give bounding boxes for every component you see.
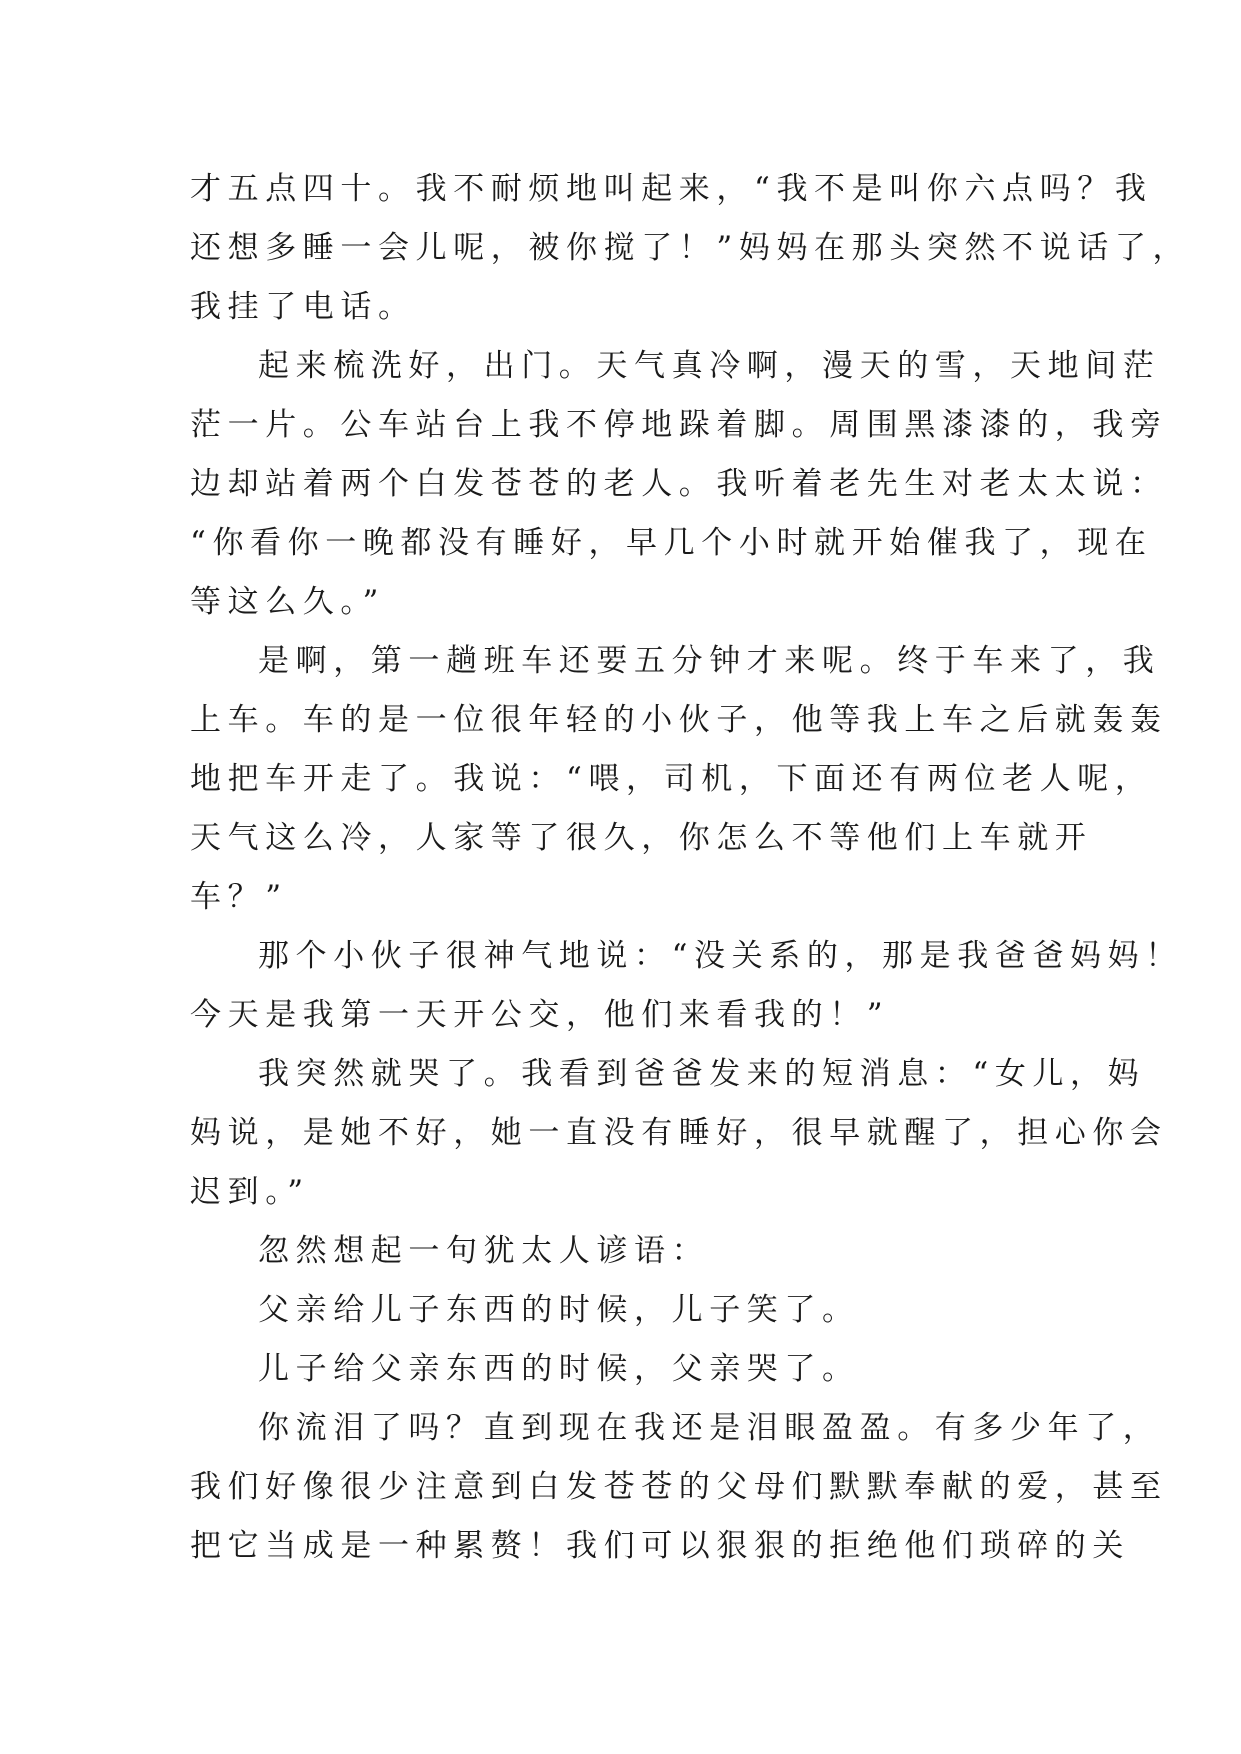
article-body bbox=[190, 160, 1191, 1576]
text-line: 边却站着两个白发苍苍的老人。我听着老先生对老太太说： bbox=[190, 466, 1168, 502]
text-line: 还想多睡一会儿呢，被你搅了！”妈妈在那头突然不说话了， bbox=[190, 230, 1191, 266]
text-line: 我挂了电话。 bbox=[190, 289, 416, 325]
paragraph-first-line: 我突然就哭了。我看到爸爸发来的短消息：“女儿，妈 bbox=[258, 1056, 1146, 1092]
proverb-line: 儿子给父亲东西的时候，父亲哭了。 bbox=[258, 1351, 860, 1387]
text-line: “你看你一晚都没有睡好，早几个小时就开始催我了，现在 bbox=[190, 525, 1153, 561]
text-line: 等这么久。” bbox=[190, 584, 385, 620]
text-line: 迟到。” bbox=[190, 1174, 310, 1210]
text-line: 才五点四十。我不耐烦地叫起来，“我不是叫你六点吗？我 bbox=[190, 171, 1153, 207]
text-line: 今天是我第一天开公交，他们来看我的！” bbox=[190, 997, 890, 1033]
paragraph-first-line: 那个小伙子很神气地说：“没关系的，那是我爸爸妈妈！ bbox=[258, 938, 1183, 974]
paragraph-first-line: 是啊，第一趟班车还要五分钟才来呢。终于车来了，我 bbox=[258, 643, 1161, 679]
text-line: 车？” bbox=[190, 879, 288, 915]
paragraph-first-line: 你流泪了吗？直到现在我还是泪眼盈盈。有多少年了， bbox=[258, 1410, 1161, 1446]
text-line: 天气这么冷，人家等了很久，你怎么不等他们上车就开 bbox=[190, 820, 1093, 856]
text-line: 把它当成是一种累赘！我们可以狠狠的拒绝他们琐碎的关 bbox=[190, 1528, 1130, 1564]
text-line: 上车。车的是一位很年轻的小伙子，他等我上车之后就轰轰 bbox=[190, 702, 1168, 738]
paragraph-first-line: 起来梳洗好，出门。天气真冷啊，漫天的雪，天地间茫 bbox=[258, 348, 1161, 384]
text-line: 妈说，是她不好，她一直没有睡好，很早就醒了，担心你会 bbox=[190, 1115, 1168, 1151]
paragraph-first-line: 忽然想起一句犹太人谚语： bbox=[258, 1233, 710, 1269]
text-line: 地把车开走了。我说：“喂，司机，下面还有两位老人呢， bbox=[190, 761, 1153, 797]
text-line: 茫一片。公车站台上我不停地跺着脚。周围黑漆漆的，我旁 bbox=[190, 407, 1168, 443]
text-line: 我们好像很少注意到白发苍苍的父母们默默奉献的爱，甚至 bbox=[190, 1469, 1168, 1505]
proverb-line: 父亲给儿子东西的时候，儿子笑了。 bbox=[258, 1292, 860, 1328]
